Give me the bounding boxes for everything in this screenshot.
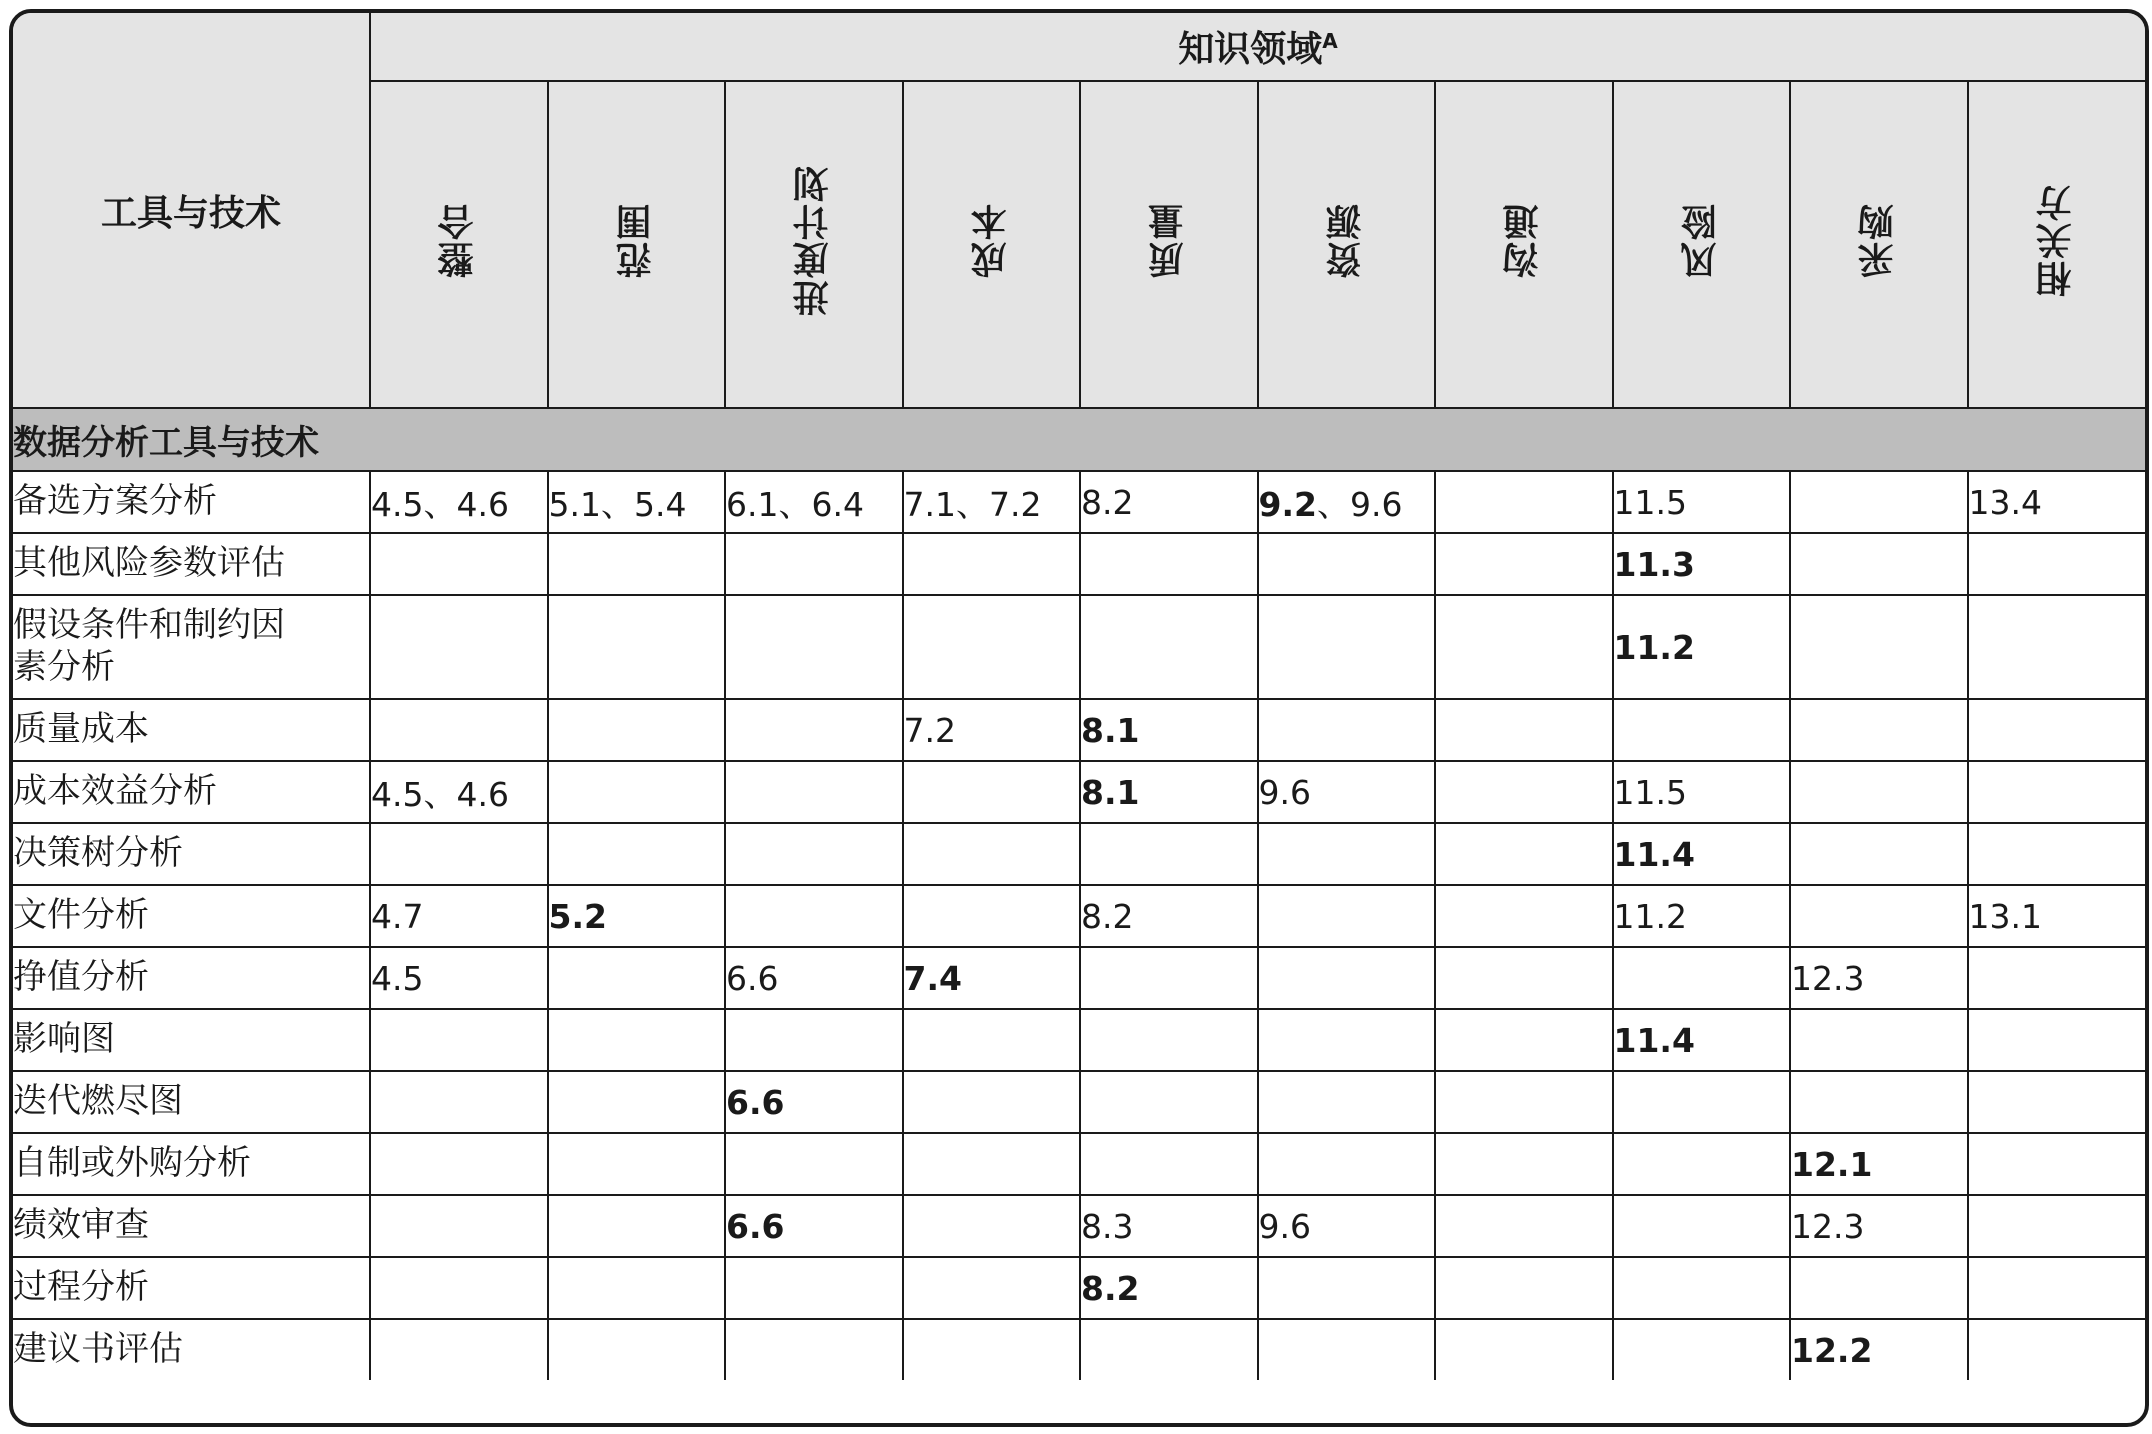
section-ref-cell bbox=[548, 1009, 726, 1071]
knowledge-area-group-header bbox=[370, 13, 2145, 81]
table-row bbox=[13, 1257, 2145, 1319]
section-header: 数据分析工具与技术 bbox=[13, 408, 2145, 471]
section-ref-cell bbox=[1080, 1133, 1258, 1195]
section-ref-cell bbox=[1790, 1133, 1968, 1195]
section-ref-cell bbox=[1258, 533, 1436, 595]
section-ref-cell bbox=[1613, 885, 1791, 947]
knowledge-area-label: 进度计划 bbox=[793, 164, 835, 317]
section-ref-cell bbox=[903, 699, 1081, 761]
table-row bbox=[13, 761, 2145, 823]
section-ref-cell bbox=[1258, 1133, 1436, 1195]
knowledge-area-label: 相关方 bbox=[2036, 183, 2078, 298]
section-ref-cell bbox=[370, 1319, 548, 1380]
section-ref-cell bbox=[903, 1319, 1081, 1380]
section-ref-cell bbox=[1613, 1133, 1791, 1195]
section-ref-cell bbox=[548, 823, 726, 885]
section-ref-cell bbox=[1435, 761, 1613, 823]
section-ref-cell bbox=[1613, 595, 1791, 699]
section-ref-cell bbox=[1613, 1009, 1791, 1071]
section-ref-cell bbox=[1968, 1195, 2146, 1257]
section-ref-cell bbox=[1435, 823, 1613, 885]
tool-name-cell: 过程分析 bbox=[13, 1257, 370, 1319]
section-ref-cell bbox=[1080, 885, 1258, 947]
section-ref-cell bbox=[903, 1009, 1081, 1071]
section-ref-cell bbox=[1790, 947, 1968, 1009]
section-ref-cell bbox=[548, 761, 726, 823]
section-ref-cell bbox=[725, 947, 903, 1009]
section-ref: 4.5、4.6 bbox=[371, 774, 509, 814]
section-ref-cell bbox=[725, 1257, 903, 1319]
knowledge-area-header bbox=[548, 81, 726, 408]
section-ref-cell bbox=[370, 761, 548, 823]
section-ref-cell bbox=[1435, 1319, 1613, 1380]
knowledge-area-header bbox=[1613, 81, 1791, 408]
section-ref-cell bbox=[1968, 1133, 2146, 1195]
section-ref-cell bbox=[1790, 699, 1968, 761]
section-ref-cell bbox=[548, 885, 726, 947]
section-ref-cell bbox=[1613, 1071, 1791, 1133]
section-ref-cell bbox=[370, 699, 548, 761]
section-ref-cell bbox=[370, 823, 548, 885]
primary-section-ref: 12.1 bbox=[1791, 1144, 1873, 1184]
section-ref: 、9.6 bbox=[1316, 484, 1403, 524]
section-ref-cell bbox=[1968, 699, 2146, 761]
section-ref-cell bbox=[1258, 885, 1436, 947]
tool-name-cell: 假设条件和制约因素分析 bbox=[13, 595, 370, 699]
section-ref-cell bbox=[1613, 699, 1791, 761]
section-ref-cell bbox=[1435, 1195, 1613, 1257]
section-ref-cell bbox=[1790, 1071, 1968, 1133]
section-ref-cell bbox=[1080, 1071, 1258, 1133]
tool-name-cell: 自制或外购分析 bbox=[13, 1133, 370, 1195]
table-row bbox=[13, 471, 2145, 533]
section-ref-cell bbox=[1080, 1319, 1258, 1380]
section-ref-cell bbox=[1258, 1071, 1436, 1133]
section-ref-cell bbox=[1080, 1195, 1258, 1257]
section-ref-cell bbox=[548, 471, 726, 533]
tool-name-cell: 决策树分析 bbox=[13, 823, 370, 885]
tool-column-header: 工具与技术 bbox=[13, 13, 370, 408]
primary-section-ref: 6.6 bbox=[726, 1206, 785, 1246]
section-ref-cell bbox=[1080, 533, 1258, 595]
section-ref: 7.1、7.2 bbox=[903, 484, 1042, 524]
tool-name-cell: 挣值分析 bbox=[13, 947, 370, 1009]
knowledge-area-header bbox=[1435, 81, 1613, 408]
primary-section-ref: 11.4 bbox=[1613, 1020, 1695, 1060]
section-ref-cell bbox=[1968, 595, 2146, 699]
knowledge-area-label: 范围 bbox=[615, 202, 657, 279]
section-ref-cell bbox=[1613, 533, 1791, 595]
section-ref-cell bbox=[725, 699, 903, 761]
section-ref-cell bbox=[903, 1133, 1081, 1195]
section-ref-cell bbox=[1258, 1195, 1436, 1257]
primary-section-ref: 8.2 bbox=[1081, 1268, 1140, 1308]
section-ref: 8.3 bbox=[1081, 1206, 1134, 1246]
section-ref-cell bbox=[903, 823, 1081, 885]
section-ref-cell bbox=[1258, 1009, 1436, 1071]
tool-name-cell: 迭代燃尽图 bbox=[13, 1071, 370, 1133]
section-ref-cell bbox=[1435, 699, 1613, 761]
section-ref: 7.2 bbox=[903, 710, 956, 750]
section-ref-cell bbox=[1258, 699, 1436, 761]
section-ref: 13.1 bbox=[1968, 896, 2042, 936]
table-row bbox=[13, 1319, 2145, 1380]
section-ref-cell bbox=[1790, 595, 1968, 699]
section-ref-cell bbox=[903, 947, 1081, 1009]
section-ref-cell bbox=[903, 1257, 1081, 1319]
knowledge-area-label: 采购 bbox=[1858, 202, 1900, 279]
section-ref-cell bbox=[1790, 471, 1968, 533]
knowledge-area-header bbox=[1968, 81, 2146, 408]
section-ref-cell bbox=[548, 947, 726, 1009]
section-ref: 6.6 bbox=[726, 958, 779, 998]
tool-name-cell: 影响图 bbox=[13, 1009, 370, 1071]
section-ref-cell bbox=[370, 533, 548, 595]
knowledge-area-header bbox=[903, 81, 1081, 408]
section-ref-cell bbox=[903, 1071, 1081, 1133]
section-ref-cell bbox=[1435, 1009, 1613, 1071]
section-ref-cell bbox=[1258, 1257, 1436, 1319]
knowledge-area-header bbox=[1258, 81, 1436, 408]
section-ref-cell bbox=[1790, 1319, 1968, 1380]
section-ref-cell bbox=[1258, 595, 1436, 699]
section-ref-cell bbox=[1790, 1195, 1968, 1257]
section-ref-cell bbox=[725, 1319, 903, 1380]
section-ref-cell bbox=[548, 1319, 726, 1380]
section-ref-cell bbox=[1080, 699, 1258, 761]
section-ref-cell bbox=[1435, 471, 1613, 533]
section-ref: 9.6 bbox=[1258, 1206, 1311, 1246]
matrix-table bbox=[13, 13, 2145, 1380]
table-row bbox=[13, 699, 2145, 761]
section-ref-cell bbox=[725, 1133, 903, 1195]
section-ref-cell bbox=[903, 471, 1081, 533]
section-ref-cell bbox=[1258, 947, 1436, 1009]
section-ref-cell bbox=[1435, 595, 1613, 699]
section-ref-cell bbox=[370, 471, 548, 533]
tool-name-cell: 其他风险参数评估 bbox=[13, 533, 370, 595]
knowledge-area-label: 质量 bbox=[1148, 202, 1190, 279]
section-ref: 12.3 bbox=[1791, 1206, 1865, 1246]
knowledge-area-header bbox=[1790, 81, 1968, 408]
section-ref-cell bbox=[370, 1009, 548, 1071]
tools-techniques-matrix bbox=[9, 9, 2149, 1427]
table-row bbox=[13, 885, 2145, 947]
section-ref-cell bbox=[1790, 533, 1968, 595]
section-ref: 11.5 bbox=[1613, 772, 1687, 812]
tool-name-cell: 绩效审查 bbox=[13, 1195, 370, 1257]
section-ref-cell bbox=[1968, 823, 2146, 885]
section-ref: 8.2 bbox=[1081, 482, 1134, 522]
section-ref-cell bbox=[1613, 947, 1791, 1009]
section-ref-cell bbox=[1790, 823, 1968, 885]
section-ref-cell bbox=[1968, 1257, 2146, 1319]
section-ref-cell bbox=[1435, 947, 1613, 1009]
primary-section-ref: 9.2 bbox=[1258, 484, 1317, 524]
section-ref-cell bbox=[725, 1071, 903, 1133]
knowledge-area-group-title: 知识领域 bbox=[1178, 29, 1323, 71]
section-ref-cell bbox=[1435, 885, 1613, 947]
section-ref-cell bbox=[548, 699, 726, 761]
tool-name-cell: 备选方案分析 bbox=[13, 471, 370, 533]
section-ref-cell bbox=[725, 761, 903, 823]
knowledge-area-label: 整合 bbox=[438, 202, 480, 279]
tool-name-cell: 文件分析 bbox=[13, 885, 370, 947]
section-ref-cell bbox=[1613, 1319, 1791, 1380]
section-ref-cell bbox=[725, 823, 903, 885]
primary-section-ref: 11.4 bbox=[1613, 834, 1695, 874]
section-ref: 9.6 bbox=[1258, 772, 1311, 812]
section-ref-cell bbox=[1968, 947, 2146, 1009]
section-ref-cell bbox=[1613, 1195, 1791, 1257]
section-ref-cell bbox=[725, 885, 903, 947]
primary-section-ref: 8.1 bbox=[1081, 772, 1140, 812]
section-ref-cell bbox=[1968, 1071, 2146, 1133]
section-ref-cell bbox=[1613, 1257, 1791, 1319]
section-ref-cell bbox=[370, 1257, 548, 1319]
section-ref-cell bbox=[1080, 823, 1258, 885]
section-ref-cell bbox=[370, 1133, 548, 1195]
section-ref-cell bbox=[1968, 1319, 2146, 1380]
section-ref-cell bbox=[1790, 885, 1968, 947]
section-ref-cell bbox=[548, 595, 726, 699]
section-ref-cell bbox=[1613, 761, 1791, 823]
section-ref-cell bbox=[1968, 533, 2146, 595]
section-ref-cell bbox=[725, 533, 903, 595]
section-ref: 4.5 bbox=[371, 958, 424, 998]
table-row bbox=[13, 1133, 2145, 1195]
section-ref: 12.3 bbox=[1791, 958, 1865, 998]
section-ref-cell bbox=[1790, 761, 1968, 823]
section-ref: 4.7 bbox=[371, 896, 424, 936]
table-row bbox=[13, 595, 2145, 699]
section-ref-cell bbox=[903, 885, 1081, 947]
section-ref-cell bbox=[1435, 1071, 1613, 1133]
section-ref-cell bbox=[903, 595, 1081, 699]
primary-section-ref: 5.2 bbox=[548, 896, 607, 936]
primary-section-ref: 6.6 bbox=[726, 1082, 785, 1122]
section-ref-cell bbox=[1080, 595, 1258, 699]
section-ref-cell bbox=[1080, 947, 1258, 1009]
knowledge-area-header bbox=[725, 81, 903, 408]
table-row bbox=[13, 533, 2145, 595]
section-ref: 8.2 bbox=[1081, 896, 1134, 936]
primary-section-ref: 12.2 bbox=[1791, 1330, 1873, 1370]
primary-section-ref: 11.3 bbox=[1613, 544, 1695, 584]
knowledge-area-header bbox=[1080, 81, 1258, 408]
section-ref-cell bbox=[1258, 1319, 1436, 1380]
section-ref-cell bbox=[1080, 471, 1258, 533]
section-ref-cell bbox=[1790, 1257, 1968, 1319]
section-ref-cell bbox=[903, 533, 1081, 595]
section-ref-cell bbox=[1790, 1009, 1968, 1071]
section-ref-cell bbox=[903, 1195, 1081, 1257]
section-ref-cell bbox=[1435, 1133, 1613, 1195]
knowledge-area-label: 资源 bbox=[1325, 202, 1367, 279]
section-ref: 11.5 bbox=[1613, 482, 1687, 522]
knowledge-area-footnote-marker: A bbox=[1322, 29, 1338, 54]
section-ref-cell bbox=[370, 885, 548, 947]
table-row bbox=[13, 1071, 2145, 1133]
table-row bbox=[13, 1009, 2145, 1071]
section-ref-cell bbox=[725, 1195, 903, 1257]
section-ref-cell bbox=[725, 471, 903, 533]
section-ref-cell bbox=[1968, 471, 2146, 533]
section-ref-cell bbox=[1080, 1009, 1258, 1071]
section-ref-cell bbox=[1968, 761, 2146, 823]
section-ref-cell bbox=[1080, 1257, 1258, 1319]
tool-name-cell: 质量成本 bbox=[13, 699, 370, 761]
section-ref-cell bbox=[1258, 761, 1436, 823]
primary-section-ref: 11.2 bbox=[1613, 627, 1695, 667]
knowledge-area-header bbox=[370, 81, 548, 408]
section-ref-cell bbox=[370, 947, 548, 1009]
section-ref-cell bbox=[1258, 471, 1436, 533]
section-ref-cell bbox=[548, 1195, 726, 1257]
section-ref: 13.4 bbox=[1968, 482, 2042, 522]
table-row bbox=[13, 1195, 2145, 1257]
section-ref-cell bbox=[370, 1071, 548, 1133]
section-ref-cell bbox=[370, 595, 548, 699]
section-ref-cell bbox=[1613, 823, 1791, 885]
section-ref-cell bbox=[1258, 823, 1436, 885]
knowledge-area-label: 沟通 bbox=[1503, 202, 1545, 279]
section-ref: 11.2 bbox=[1613, 896, 1687, 936]
tool-name-cell: 建议书评估 bbox=[13, 1319, 370, 1380]
section-ref-cell bbox=[1968, 1009, 2146, 1071]
section-ref: 4.5、4.6 bbox=[371, 484, 509, 524]
table-row bbox=[13, 947, 2145, 1009]
primary-section-ref: 8.1 bbox=[1081, 710, 1140, 750]
section-ref-cell bbox=[1968, 885, 2146, 947]
table-row bbox=[13, 823, 2145, 885]
section-ref-cell bbox=[548, 1071, 726, 1133]
section-ref-cell bbox=[725, 1009, 903, 1071]
section-ref: 5.1、5.4 bbox=[548, 484, 687, 524]
section-ref-cell bbox=[903, 761, 1081, 823]
section-ref-cell bbox=[1435, 1257, 1613, 1319]
section-ref-cell bbox=[548, 1133, 726, 1195]
section-ref-cell bbox=[725, 595, 903, 699]
section-ref: 6.1、6.4 bbox=[726, 484, 864, 524]
section-ref-cell bbox=[1080, 761, 1258, 823]
section-ref-cell bbox=[370, 1195, 548, 1257]
section-ref-cell bbox=[1613, 471, 1791, 533]
tool-name-cell: 成本效益分析 bbox=[13, 761, 370, 823]
section-ref-cell bbox=[548, 533, 726, 595]
section-ref-cell bbox=[548, 1257, 726, 1319]
knowledge-area-label: 风险 bbox=[1680, 202, 1722, 279]
knowledge-area-label: 成本 bbox=[970, 202, 1012, 279]
primary-section-ref: 7.4 bbox=[903, 958, 962, 998]
section-ref-cell bbox=[1435, 533, 1613, 595]
